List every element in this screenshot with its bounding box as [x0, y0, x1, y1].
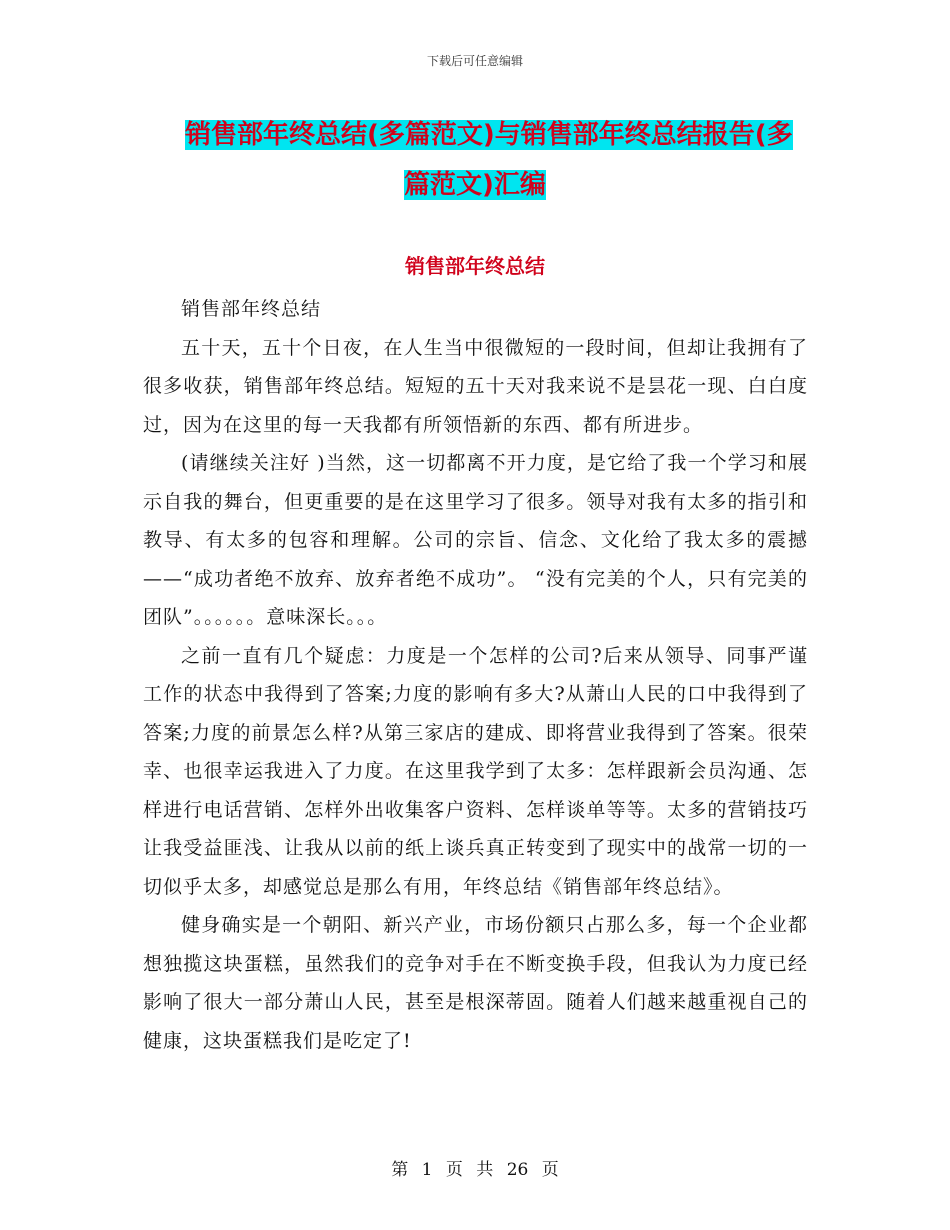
paragraph-heading: 销售部年终总结: [181, 298, 322, 320]
page-header-note: 下载后可任意编辑: [426, 54, 523, 68]
paragraph: (请继续关注好 )当然，这一切都离不开力度，是它给了我一个学习和展示自我的舞台，但更重要的是在这里学习了很多。领导对我有太多的指引和教导、有太多的包容和理解。公司的宗旨、信念、文化给了我太多的震撼——“成功者绝不放弃、放弃者绝不成功”。 “没有完美的个人，只有完美的团队”。。。。。。意味深长。。。: [143, 452, 808, 628]
paragraph: 之前一直有几个疑虑：力度是一个怎样的公司?后来从领导、同事严谨工作的状态中我得到了答案;力度的影响有多大?从萧山人民的口中我得到了答案;力度的前景怎么样?从第三家店的建成、即将营业我得到了答案。很荣幸、也很幸运我进入了力度。在这里我学到了太多：怎样跟新会员沟通、怎样进行电话营销、怎样外出收集客户资料、怎样谈单等等。太多的营销技巧让我受益匪浅、让我从以前的纸上谈兵真正转变到了现实中的战常一切的一切似乎太多，却感觉总是那么有用，年终总结《销售部年终总结》。: [143, 644, 808, 898]
document-title-line-1: 销售部年终总结(多篇范文)与销售部年终总结报告(多: [185, 120, 793, 150]
document-body: [143, 290, 808, 1060]
document-title-line-2: 篇范文)汇编: [404, 170, 546, 200]
document-title: [185, 110, 825, 210]
page-footer-number: 第 1 页 共 26 页: [391, 1160, 559, 1180]
paragraph: 健身确实是一个朝阳、新兴产业，市场份额只占那么多，每一个企业都想独揽这块蛋糕，虽然我们的竞争对手在不断变换手段，但我认为力度已经影响了很大一部分萧山人民，甚至是根深蒂固。随着人们越来越重视自己的健康，这块蛋糕我们是吃定了!: [143, 914, 808, 1052]
section-title: 销售部年终总结: [405, 254, 545, 278]
paragraph: 五十天，五十个日夜，在人生当中很微短的一段时间，但却让我拥有了很多收获，销售部年终总结。短短的五十天对我来说不是昙花一现、白白度过，因为在这里的每一天我都有所领悟新的东西、都有所进步。: [143, 336, 808, 436]
